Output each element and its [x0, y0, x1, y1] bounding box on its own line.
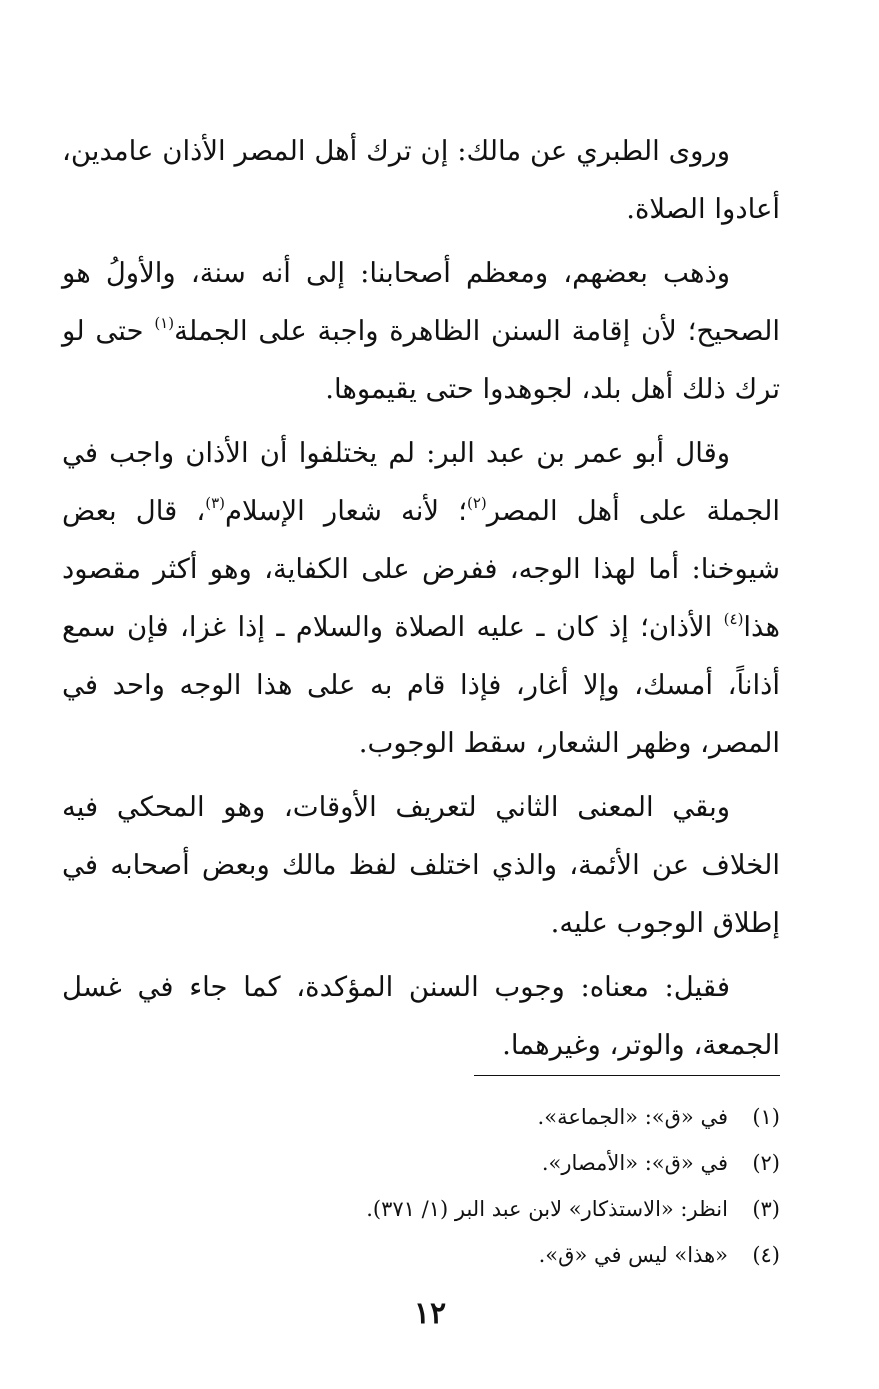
paragraph	[62, 778, 780, 952]
paragraph	[62, 122, 780, 238]
footnote-ref[interactable]: (١)	[154, 314, 175, 332]
text-run: حتى لو ترك ذلك أهل بلد، لجوهدوا حتى يقيموها.	[62, 315, 780, 405]
footnotes	[62, 1094, 780, 1278]
footnote-text: في «ق»: «الجماعة».	[537, 1105, 728, 1129]
footnote-3	[62, 1186, 780, 1232]
text-run: فقيل: معناه: وجوب السنن المؤكدة، كما جاء في غسل الجمعة، والوتر، وغيرهما.	[62, 971, 780, 1061]
footnote-2	[62, 1140, 780, 1186]
footnote-separator	[474, 1075, 780, 1076]
paragraph	[62, 958, 780, 1074]
text-run: ، قال بعض شيوخنا: أما لهذا الوجه، ففرض على الكفاية، وهو أكثر مقصود هذا	[62, 495, 780, 643]
text-run: الأذان؛ إذ كان ـ عليه الصلاة والسلام ـ إذا غزا، فإن سمع أذاناً، أمسك، وإلا أغار، فإذا قام به على هذا الوجه واحد في المصر، وظهر الشعار، سقط الوجوب.	[62, 611, 780, 759]
footnote-ref[interactable]: (٤)	[723, 610, 744, 628]
footnote-ref[interactable]: (٣)	[205, 494, 226, 512]
footnote-text: في «ق»: «الأمصار».	[541, 1151, 728, 1175]
footnote-text: انظر: «الاستذكار» لابن عبد البر (١/ ٣٧١).	[366, 1197, 728, 1221]
footnote-ref[interactable]: (٢)	[466, 494, 487, 512]
text-run: وذهب بعضهم، ومعظم أصحابنا: إلى أنه سنة، والأولُ هو الصحيح؛ لأن إقامة السنن الظاهرة واجبة على الجملة	[62, 257, 780, 347]
footnote-number: (٣)	[752, 1197, 780, 1221]
text-run: وبقي المعنى الثاني لتعريف الأوقات، وهو المحكي فيه الخلاف عن الأئمة، والذي اختلف لفظ مالك وبعض أصحابه في إطلاق الوجوب عليه.	[62, 791, 780, 939]
text-run: وقال أبو عمر بن عبد البر: لم يختلفوا أن الأذان واجب في الجملة على أهل المصر	[62, 437, 780, 527]
paragraph	[62, 424, 780, 772]
footnote-number: (١)	[752, 1105, 780, 1129]
page-number: ١٢	[413, 1296, 447, 1331]
paragraph	[62, 244, 780, 418]
footnote-text: «هذا» ليس في «ق».	[538, 1243, 728, 1267]
footnote-1	[62, 1094, 780, 1140]
text-run: وروى الطبري عن مالك: إن ترك أهل المصر الأذان عامدين، أعادوا الصلاة.	[62, 135, 780, 225]
footnote-number: (٢)	[752, 1151, 780, 1175]
main-text	[62, 122, 780, 1080]
footnote-number: (٤)	[752, 1243, 780, 1267]
text-run: ؛ لأنه شعار الإسلام	[225, 495, 467, 527]
footnote-4	[62, 1232, 780, 1278]
